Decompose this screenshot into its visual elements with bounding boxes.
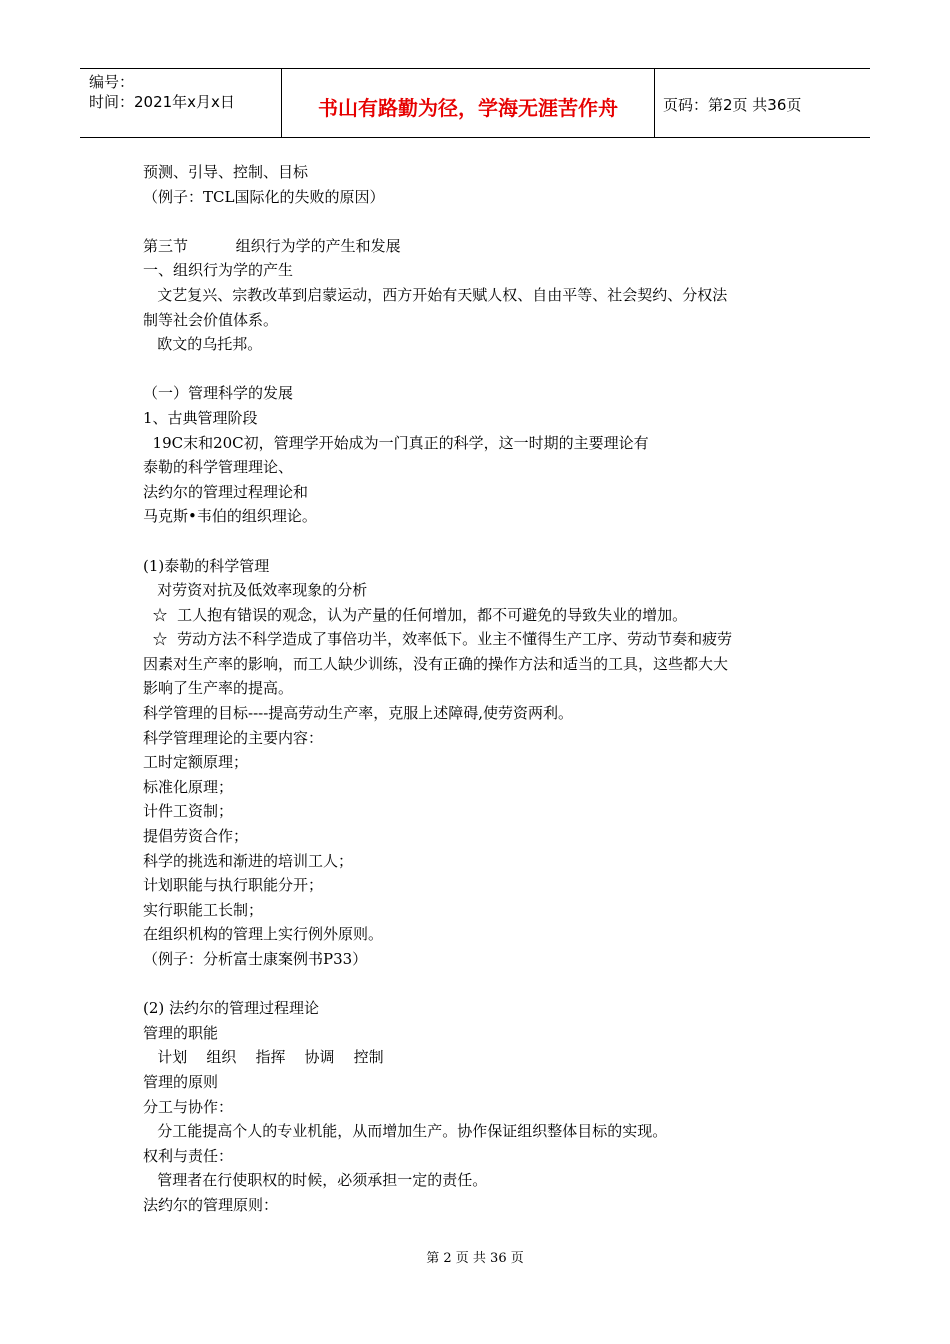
body-line: 分工与协作：	[143, 1097, 234, 1116]
header-page-cell	[655, 69, 870, 137]
body-line: 计划 组织 指挥 协调 控制	[143, 1048, 384, 1067]
blank-line	[143, 209, 823, 234]
body-line: （一）管理科学的发展	[143, 384, 294, 403]
page-info: 页码：第2页 共36页	[663, 96, 802, 114]
body-line: 科学管理的目标----提高劳动生产率，克服上述障碍,使劳资两利。	[143, 704, 574, 723]
body-line: ☆ 劳动方法不科学造成了事倍功半，效率低下。业主不懂得生产工序、劳动节奏和疲劳	[143, 630, 733, 649]
header-motto-cell	[282, 69, 655, 137]
body-line: 泰勒的科学管理理论、	[143, 458, 294, 477]
body-line: 计件工资制；	[143, 802, 234, 821]
body-line: (2) 法约尔的管理过程理论	[143, 999, 320, 1018]
body-line: 分工能提高个人的专业机能，从而增加生产。协作保证组织整体目标的实现。	[143, 1122, 668, 1141]
body-line: 1、古典管理阶段	[143, 408, 258, 427]
number-label: 编号：	[89, 73, 135, 91]
body-line: 提倡劳资合作；	[143, 827, 249, 846]
body-line: 影响了生产率的提高。	[143, 679, 294, 698]
body-line: 计划职能与执行职能分开；	[143, 876, 324, 895]
body-line: 因素对生产率的影响，而工人缺少训练，没有正确的操作方法和适当的工具，这些都大大	[143, 654, 729, 673]
document-body	[143, 160, 823, 1218]
body-line: 科学的挑选和渐进的培训工人；	[143, 851, 354, 870]
body-line: 制等社会价值体系。	[143, 310, 279, 329]
body-line: 实行职能工长制；	[143, 900, 264, 919]
body-line: 权利与责任：	[143, 1146, 234, 1165]
body-line: 一、组织行为学的产生	[143, 261, 294, 280]
body-line: 文艺复兴、宗教改革到启蒙运动，西方开始有天赋人权、自由平等、社会契约、分权法	[143, 285, 728, 304]
header-meta-cell	[80, 69, 282, 137]
body-line: 科学管理理论的主要内容：	[143, 728, 324, 747]
body-line: (1)泰勒的科学管理	[143, 556, 270, 575]
body-line: （例子：TCL国际化的失败的原因）	[143, 187, 385, 206]
body-line: 管理的职能	[143, 1023, 219, 1042]
blank-line	[143, 529, 823, 554]
blank-line	[143, 972, 823, 997]
body-line: （例子：分析富士康案例书P33）	[143, 950, 368, 968]
body-line: 预测、引导、控制、目标	[143, 163, 309, 181]
body-line: 法约尔的管理原则：	[143, 1195, 279, 1214]
body-line: 工时定额原理；	[143, 753, 249, 772]
body-line: 第三节 组织行为学的产生和发展	[143, 236, 401, 255]
body-line: 管理者在行使职权的时候，必须承担一定的责任。	[143, 1171, 488, 1190]
page-footer: 第 2 页 共 36 页	[426, 1251, 524, 1266]
body-line: 法约尔的管理过程理论和	[143, 482, 309, 501]
motto-text: 书山有路勤为径，学海无涯苦作舟	[318, 96, 618, 120]
body-line: 欧文的乌托邦。	[143, 335, 263, 354]
date-label: 时间：2021年x月x日	[89, 93, 235, 111]
body-line: 马克斯•韦伯的组织理论。	[143, 507, 317, 526]
body-line: 19C末和20C初，管理学开始成为一门真正的科学，这一时期的主要理论有	[143, 433, 649, 452]
body-line: 标准化原理；	[143, 777, 234, 796]
document-header	[80, 68, 870, 138]
body-line: 管理的原则	[143, 1072, 219, 1091]
body-line: 对劳资对抗及低效率现象的分析	[143, 581, 368, 600]
blank-line	[143, 357, 823, 382]
body-line: ☆ 工人抱有错误的观念，认为产量的任何增加，都不可避免的导致失业的增加。	[143, 605, 688, 624]
body-line: 在组织机构的管理上实行例外原则。	[143, 925, 384, 944]
